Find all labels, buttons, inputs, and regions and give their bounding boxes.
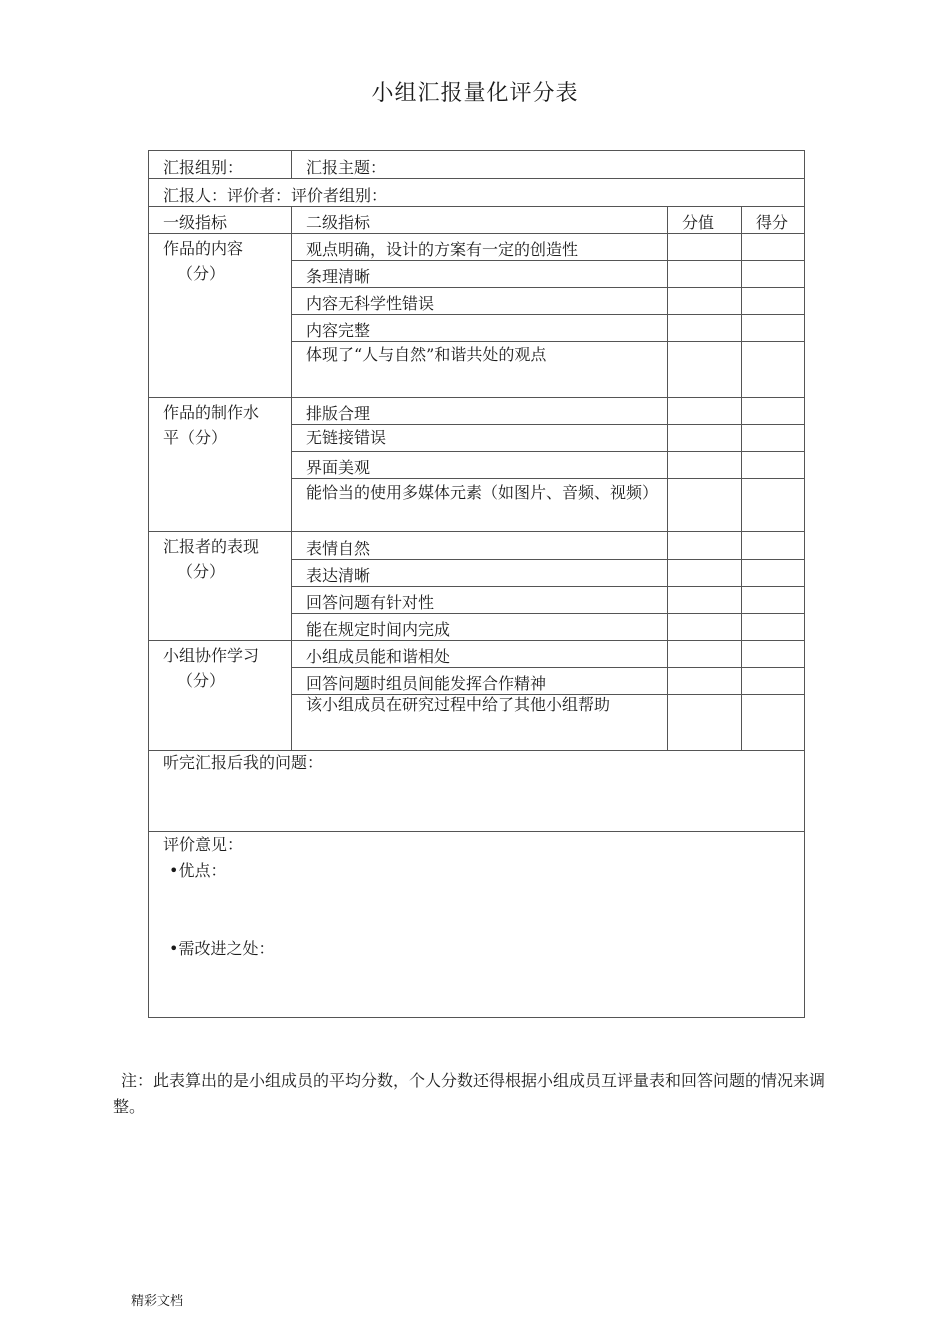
score-cell[interactable] <box>742 532 805 560</box>
evaluation-cell[interactable] <box>149 832 805 1018</box>
item-label: 体现了“人与自然”和谐共处的观点 <box>292 342 668 398</box>
category-presenter: 汇报者的表现 （分） <box>149 532 292 641</box>
item-label: 无链接错误 <box>292 425 668 452</box>
people-cell <box>149 179 805 207</box>
questions-cell[interactable] <box>149 751 805 832</box>
footer-text: 精彩文档 <box>131 1294 184 1309</box>
reporter-label: 汇报人： <box>163 186 228 205</box>
item-label: 该小组成员在研究过程中给了其他小组帮助 <box>292 695 668 751</box>
points-cell[interactable] <box>668 614 742 641</box>
evaluation-label: 评价意见： <box>163 835 244 854</box>
points-cell[interactable] <box>668 425 742 452</box>
column-header-row <box>149 207 805 234</box>
item-label: 观点明确，设计的方案有一定的创造性 <box>292 234 668 261</box>
score-cell[interactable] <box>742 668 805 695</box>
score-cell[interactable] <box>742 234 805 261</box>
table-row <box>149 234 805 261</box>
header-row-people <box>149 179 805 207</box>
evaluator-label: 评价者： <box>227 186 292 205</box>
points-cell[interactable] <box>668 398 742 425</box>
score-cell[interactable] <box>742 587 805 614</box>
col-score: 得分 <box>742 207 805 234</box>
score-cell[interactable] <box>742 315 805 342</box>
evaluator-group-label: 评价者组别： <box>291 186 388 205</box>
score-cell[interactable] <box>742 614 805 641</box>
topic-label: 汇报主题： <box>292 151 805 179</box>
table-row <box>149 398 805 425</box>
col-level1: 一级指标 <box>149 207 292 234</box>
questions-row <box>149 751 805 832</box>
improve-label: •需改进之处： <box>169 939 275 958</box>
points-cell[interactable] <box>668 234 742 261</box>
points-cell[interactable] <box>668 587 742 614</box>
header-row-group <box>149 151 805 179</box>
item-label: 表达清晰 <box>292 560 668 587</box>
item-label: 内容无科学性错误 <box>292 288 668 315</box>
points-cell[interactable] <box>668 695 742 751</box>
category-content: 作品的内容 （分） <box>149 234 292 398</box>
points-cell[interactable] <box>668 668 742 695</box>
score-cell[interactable] <box>742 342 805 398</box>
pros-label: •优点： <box>169 861 227 880</box>
item-label: 小组成员能和谐相处 <box>292 641 668 668</box>
category-production: 作品的制作水 平（分） <box>149 398 292 532</box>
score-cell[interactable] <box>742 560 805 587</box>
table-row <box>149 641 805 668</box>
points-cell[interactable] <box>668 261 742 288</box>
evaluation-row <box>149 832 805 1018</box>
item-label: 条理清晰 <box>292 261 668 288</box>
points-cell[interactable] <box>668 315 742 342</box>
category-teamwork: 小组协作学习 （分） <box>149 641 292 751</box>
item-label: 内容完整 <box>292 315 668 342</box>
points-cell[interactable] <box>668 288 742 315</box>
points-cell[interactable] <box>668 342 742 398</box>
points-cell[interactable] <box>668 532 742 560</box>
score-cell[interactable] <box>742 641 805 668</box>
item-label: 回答问题有针对性 <box>292 587 668 614</box>
item-label: 表情自然 <box>292 532 668 560</box>
score-cell[interactable] <box>742 288 805 315</box>
points-cell[interactable] <box>668 452 742 479</box>
score-cell[interactable] <box>742 398 805 425</box>
item-label: 界面美观 <box>292 452 668 479</box>
item-label: 能恰当的使用多媒体元素（如图片、音频、视频） <box>292 479 668 532</box>
page-title: 小组汇报量化评分表 <box>371 81 579 106</box>
evaluation-form-table <box>148 150 805 1018</box>
points-cell[interactable] <box>668 641 742 668</box>
table-row <box>149 532 805 560</box>
col-level2: 二级指标 <box>292 207 668 234</box>
col-points: 分值 <box>668 207 742 234</box>
points-cell[interactable] <box>668 479 742 532</box>
score-cell[interactable] <box>742 452 805 479</box>
score-cell[interactable] <box>742 261 805 288</box>
footnote: 注：此表算出的是小组成员的平均分数，个人分数还得根据小组成员互评量表和回答问题的情况来调整。 <box>113 1071 826 1116</box>
item-label: 能在规定时间内完成 <box>292 614 668 641</box>
score-cell[interactable] <box>742 425 805 452</box>
score-cell[interactable] <box>742 695 805 751</box>
questions-label: 听完汇报后我的问题： <box>163 753 324 772</box>
group-label: 汇报组别： <box>149 151 292 179</box>
item-label: 排版合理 <box>292 398 668 425</box>
item-label: 回答问题时组员间能发挥合作精神 <box>292 668 668 695</box>
points-cell[interactable] <box>668 560 742 587</box>
score-cell[interactable] <box>742 479 805 532</box>
